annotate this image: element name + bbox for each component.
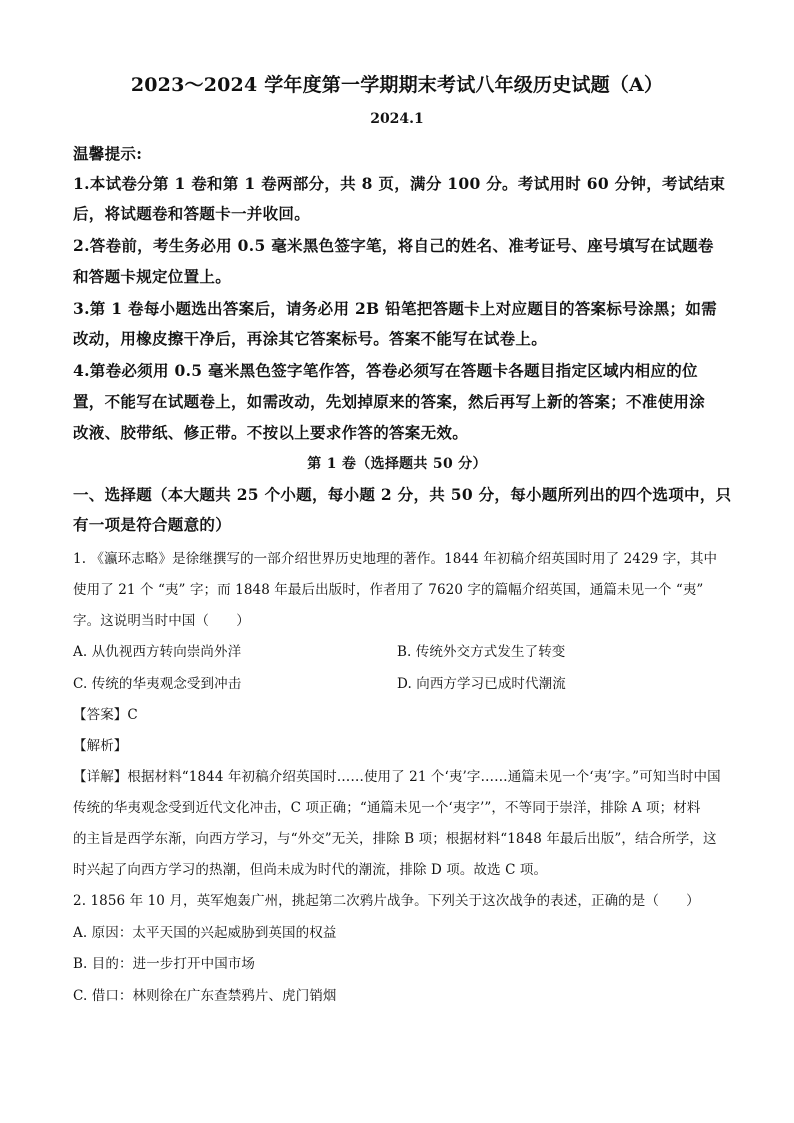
tip-line: 3.第 1 卷每小题选出答案后，请务必用 2B 铅笔把答题卡上对应题目的答案标号涂黑；如需 <box>73 299 717 318</box>
tip-line: 1.本试卷分第 1 卷和第 1 卷两部分，共 8 页，满分 100 分。考试用时 60 分钟，考试结束 <box>73 174 726 193</box>
q1-detail-line: 【详解】根据材料“1844 年初稿介绍英国时……使用了 21 个‘夷’字……通篇未见一个‘夷’字。”可知当时中国 <box>73 769 721 785</box>
tip-line: 置，不能写在试题卷上，如需改动，先划掉原来的答案，然后再写上新的答案；不准使用涂 <box>73 392 706 411</box>
q1-option-c: C. 传统的华夷观念受到冲击 <box>73 676 242 692</box>
tip-line: 后，将试题卷和答题卡一并收回。 <box>73 204 311 223</box>
q2-option-b: B. 目的：进一步打开中国市场 <box>73 956 256 972</box>
section-heading-line: 有一项是符合题意的） <box>73 515 232 534</box>
q1-detail-line: 时兴起了向西方学习的热潮，但尚未成为时代的潮流，排除 D 项。故选 C 项。 <box>73 862 548 878</box>
exam-date: 2024.1 <box>370 111 424 127</box>
q1-stem-line: 1. 《瀛环志略》是徐继撰写的一部介绍世界历史地理的著作。1844 年初稿介绍英国时用了 2429 字，其中 <box>73 551 718 567</box>
section-heading-line: 一、选择题（本大题共 25 个小题，每小题 2 分，共 50 分，每小题所列出的四个选项中，只 <box>73 485 732 504</box>
q1-detail-line: 的主旨是西学东渐，向西方学习，与“外交”无关，排除 B 项；根据材料“1848 年最后出版”，结合所学，这 <box>73 831 717 847</box>
page-title: 2023～2024 学年度第一学期期末考试八年级历史试题（A） <box>130 74 664 96</box>
q2-stem: 2. 1856 年 10 月，英军炮轰广州，挑起第二次鸦片战争。下列关于这次战争的表述，正确的是（ ） <box>73 893 700 909</box>
q1-option-a: A. 从仇视西方转向崇尚外洋 <box>73 644 242 660</box>
tip-line: 改动，用橡皮擦干净后，再涂其它答案标号。答案不能写在试卷上。 <box>73 329 548 348</box>
q1-answer: 【答案】C <box>73 707 138 723</box>
tip-line: 和答题卡规定位置上。 <box>73 267 232 286</box>
tip-line: 2.答卷前，考生务必用 0.5 毫米黑色签字笔，将自己的姓名、准考证号、座号填写在试题卷 <box>73 236 714 255</box>
section-title: 第 1 卷（选择题共 50 分） <box>307 456 487 472</box>
tip-line: 4.第卷必须用 0.5 毫米黑色签字笔作答，答卷必须写在答题卡各题目指定区域内相应的位 <box>73 361 698 380</box>
q1-option-d: D. 向西方学习已成时代潮流 <box>397 676 566 692</box>
q2-option-c: C. 借口：林则徐在广东查禁鸦片、虎门销烟 <box>73 988 337 1004</box>
tips-heading: 温馨提示: <box>73 144 143 163</box>
q2-option-a: A. 原因：太平天国的兴起威胁到英国的权益 <box>73 925 337 941</box>
q1-option-b: B. 传统外交方式发生了转变 <box>397 644 566 660</box>
q1-stem-line: 使用了 21 个 “夷” 字；而 1848 年最后出版时，作者用了 7620 字的篇幅介绍英国，通篇未见一个 “夷” <box>73 582 704 598</box>
tip-line: 改液、胶带纸、修正带。不按以上要求作答的答案无效。 <box>73 423 469 442</box>
q1-detail-line: 传统的华夷观念受到近代文化冲击，C 项正确；“通篇未见一个‘夷字’”，不等同于崇洋，排除 A 项；材料 <box>73 800 701 816</box>
q1-analysis-label: 【解析】 <box>73 738 128 754</box>
q1-stem-line: 字。这说明当时中国（ ） <box>73 613 250 629</box>
